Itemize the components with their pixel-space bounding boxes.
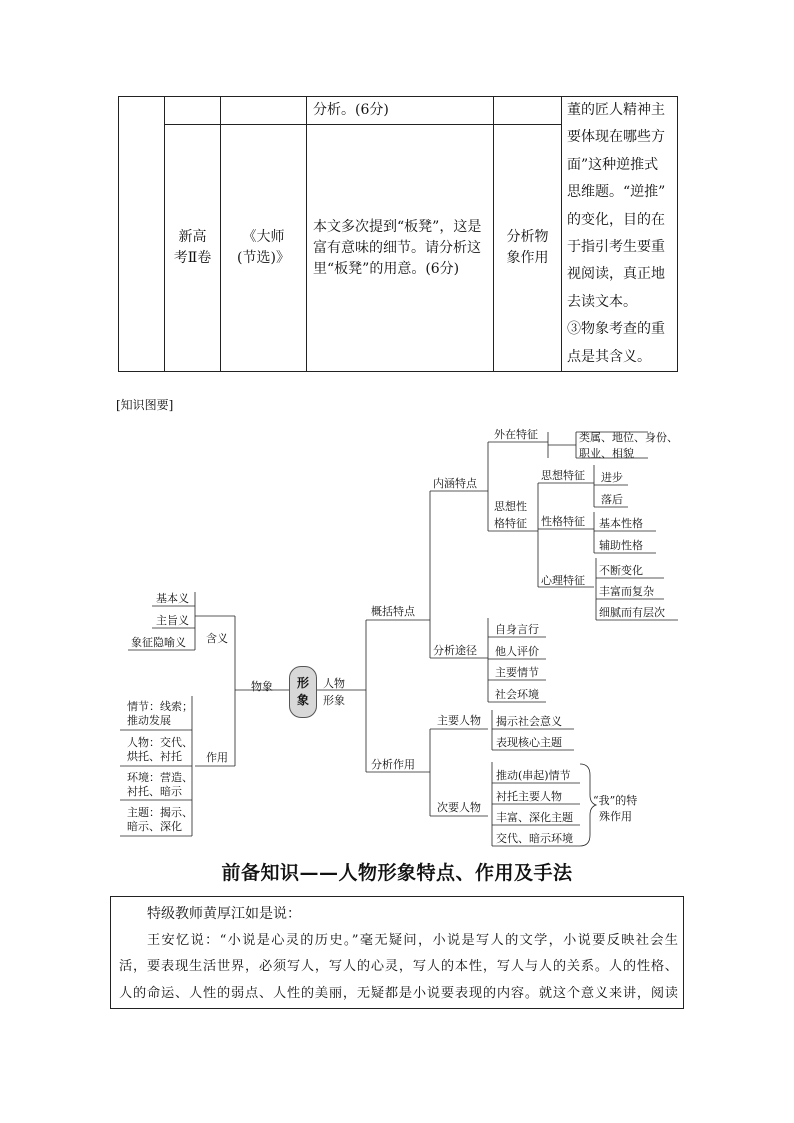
node-function: 作用	[206, 751, 228, 764]
quote-line: 王安忆说：“小说是心灵的历史。”毫无疑问，小说是写人的文学，小说要反映社会生	[147, 932, 678, 948]
thought-item: 落后	[601, 493, 623, 506]
external-items: 类属、地位、身份、 职业、相貌	[579, 431, 678, 460]
psychology-item: 不断变化	[599, 564, 643, 577]
secondary-item: 推动(串起)情节	[496, 769, 571, 782]
knowledge-map-label: [知识图要]	[116, 398, 174, 412]
function-item: 人物：交代、 烘托、衬托	[127, 736, 193, 763]
node-secondary-char: 次要人物	[437, 801, 481, 814]
thought-item: 进步	[601, 471, 623, 484]
secondary-item: 丰富、深化主题	[496, 811, 573, 824]
notes-line: 的变化，目的在	[567, 211, 665, 228]
node-thought-char: 思想性 格特征	[494, 500, 527, 530]
table-cell-question: 本文多次提到“板凳”，这是富有意味的细节。请分析这里“板凳”的用意。(6分)	[307, 125, 494, 372]
meaning-item: 基本义	[156, 592, 189, 605]
meaning-item: 象征隐喻义	[131, 636, 186, 649]
node-external: 外在特征	[494, 428, 538, 441]
function-item: 环境：营造、 衬托、暗示	[127, 771, 193, 798]
table-cell-source: 新高考Ⅱ卷	[165, 125, 221, 372]
function-item: 主题：揭示、 暗示、深化	[127, 806, 193, 833]
mind-map-center-node	[289, 666, 317, 718]
center-char: 象	[296, 693, 309, 707]
personality-item: 辅助性格	[599, 539, 643, 552]
notes-line: 面”这种逆推式	[567, 156, 659, 173]
approach-item: 社会环境	[495, 688, 539, 701]
function-item: 情节：线索； 推动发展	[127, 700, 193, 727]
quote-line: 人的命运、人性的弱点、人性的美丽，无疑都是小说要表现的内容。就这个意义来讲，阅读	[119, 985, 678, 1001]
node-analysis: 分析作用	[371, 758, 415, 771]
node-thought: 思想特征	[541, 469, 585, 482]
node-psychology: 心理特征	[541, 574, 585, 587]
node-renwu: 人物 形象	[323, 677, 345, 707]
center-char: 形	[296, 676, 309, 690]
psychology-item: 细腻而有层次	[599, 606, 665, 619]
notes-line: ③物象考查的重	[567, 321, 665, 338]
notes-line: 于指引考生要重	[567, 239, 665, 256]
node-main-char: 主要人物	[437, 714, 481, 727]
table-cell-text-title: 《大师(节选)》	[221, 125, 307, 372]
notes-line: 思维题。“逆推”	[567, 184, 666, 201]
meaning-item: 主旨义	[156, 614, 189, 627]
quote-lead: 特级教师黄厚江如是说：	[147, 906, 301, 922]
notes-line: 要体现在哪些方	[567, 129, 665, 146]
main-item: 表现核心主题	[496, 736, 562, 749]
personality-item: 基本性格	[599, 517, 643, 530]
notes-line: 点是其含义。	[567, 348, 651, 365]
quote-box	[110, 896, 684, 1009]
node-overview: 概括特点	[371, 605, 415, 618]
node-approach: 分析途径	[433, 644, 477, 657]
node-wo-function: “我”的特 殊作用	[593, 794, 638, 823]
node-connotation: 内涵特点	[433, 477, 477, 490]
approach-item: 主要情节	[495, 666, 539, 679]
node-meaning: 含义	[206, 632, 228, 645]
approach-item: 自身言行	[495, 623, 539, 636]
approach-item: 他人评价	[495, 645, 539, 658]
table-cell-point: 分析物象作用	[494, 125, 562, 372]
main-item: 揭示社会意义	[496, 715, 562, 728]
table-cell-question-prev: 分析。(6分)	[307, 97, 494, 125]
secondary-item: 交代、暗示环境	[496, 832, 573, 845]
section-heading: 前备知识——人物形象特点、作用及手法	[221, 862, 573, 884]
psychology-item: 丰富而复杂	[599, 585, 654, 598]
notes-line: 视阅读，真正地	[567, 266, 665, 283]
node-personality: 性格特征	[541, 515, 585, 528]
node-wuxiang: 物象	[251, 680, 273, 693]
secondary-item: 衬托主要人物	[496, 790, 562, 803]
notes-line: 去读文本。	[567, 293, 637, 310]
notes-line: 董的匠人精神主	[567, 102, 665, 118]
quote-line: 活，要表现生活世界，必须写人，写人的心灵，写人的本性，写人与人的关系。人的性格、	[119, 959, 678, 974]
